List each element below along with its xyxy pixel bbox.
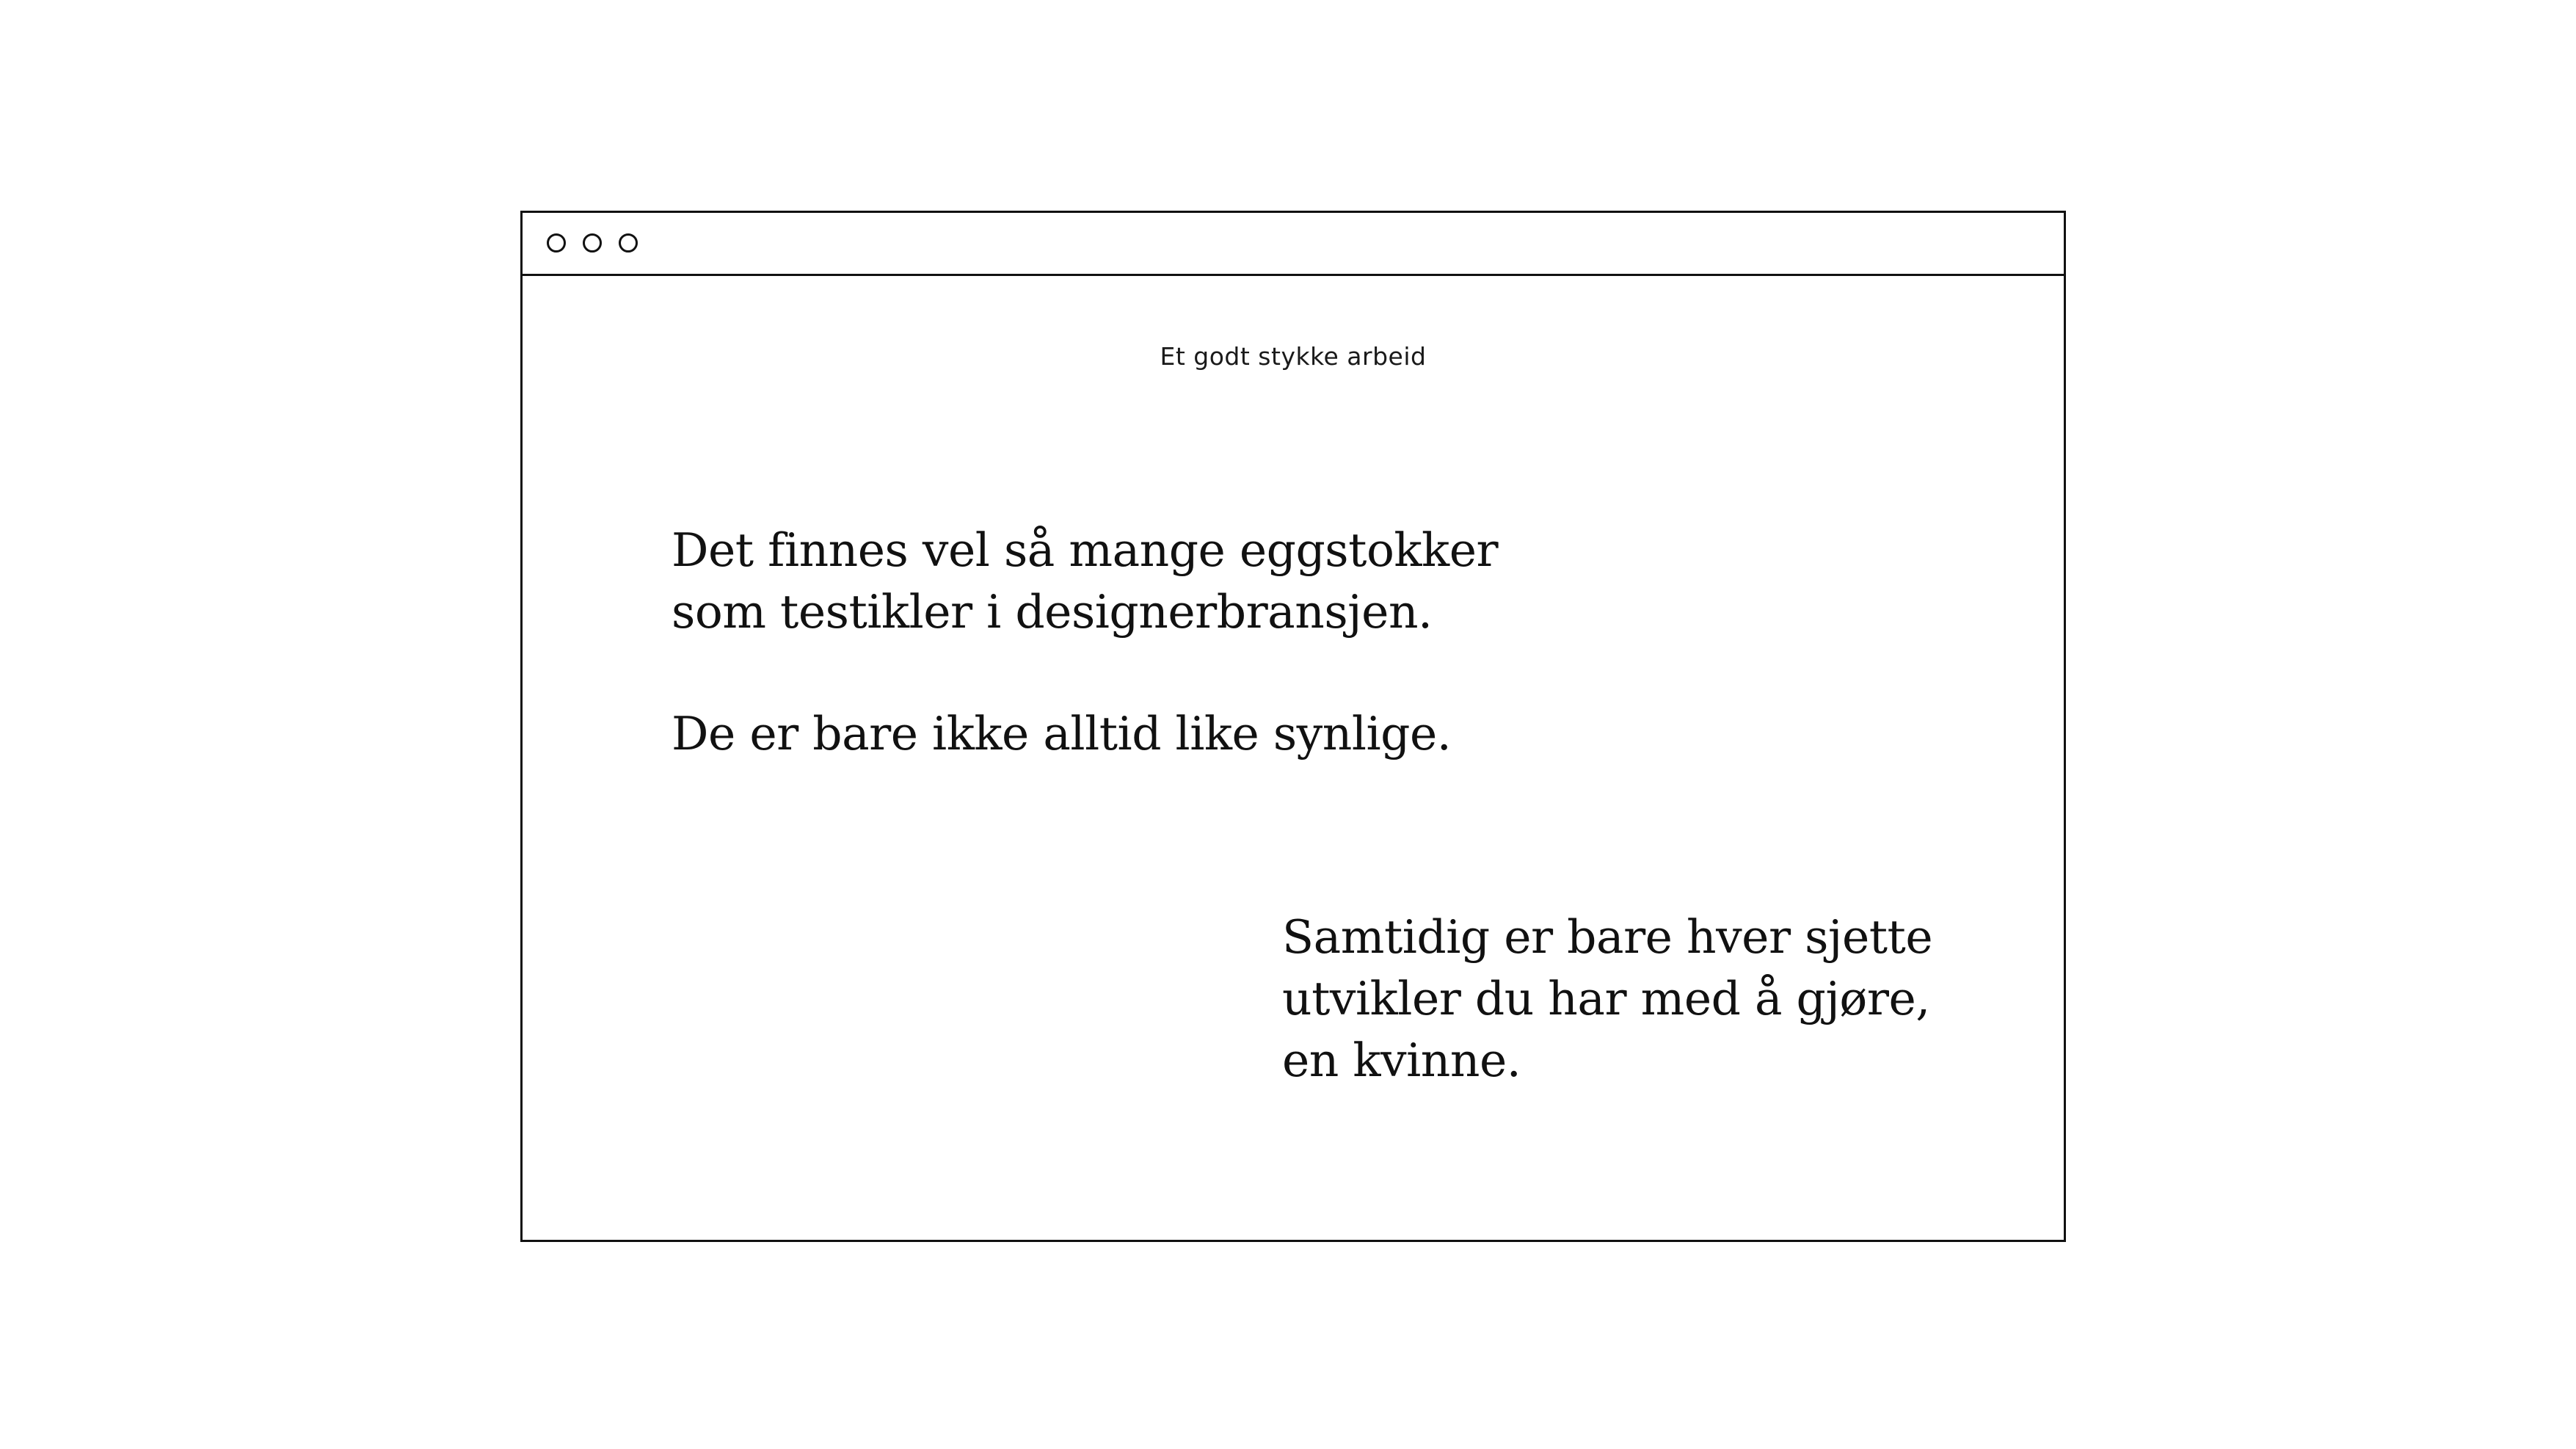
window-title-bar (523, 213, 2064, 276)
paragraph-line: Det finnes vel så mange eggstokker (672, 523, 1499, 577)
paragraph-second (672, 703, 1451, 765)
paragraph-line: utvikler du har med å gjøre, (1282, 972, 1930, 1025)
paragraph-line: De er bare ikke alltid like synlige. (672, 707, 1452, 760)
paragraph-line: Samtidig er bare hver sjette (1282, 910, 1933, 964)
browser-window-frame (520, 211, 2066, 1242)
site-title: Et godt stykke arbeid (1160, 342, 1427, 371)
minimize-window-icon[interactable] (583, 233, 602, 253)
paragraph-line: en kvinne. (1282, 1034, 1521, 1087)
maximize-window-icon[interactable] (619, 233, 638, 253)
paragraph-line: som testikler i designerbransjen. (672, 585, 1433, 639)
paragraph-third (1282, 907, 1932, 1092)
paragraph-first (672, 520, 1498, 643)
close-window-icon[interactable] (547, 233, 566, 253)
